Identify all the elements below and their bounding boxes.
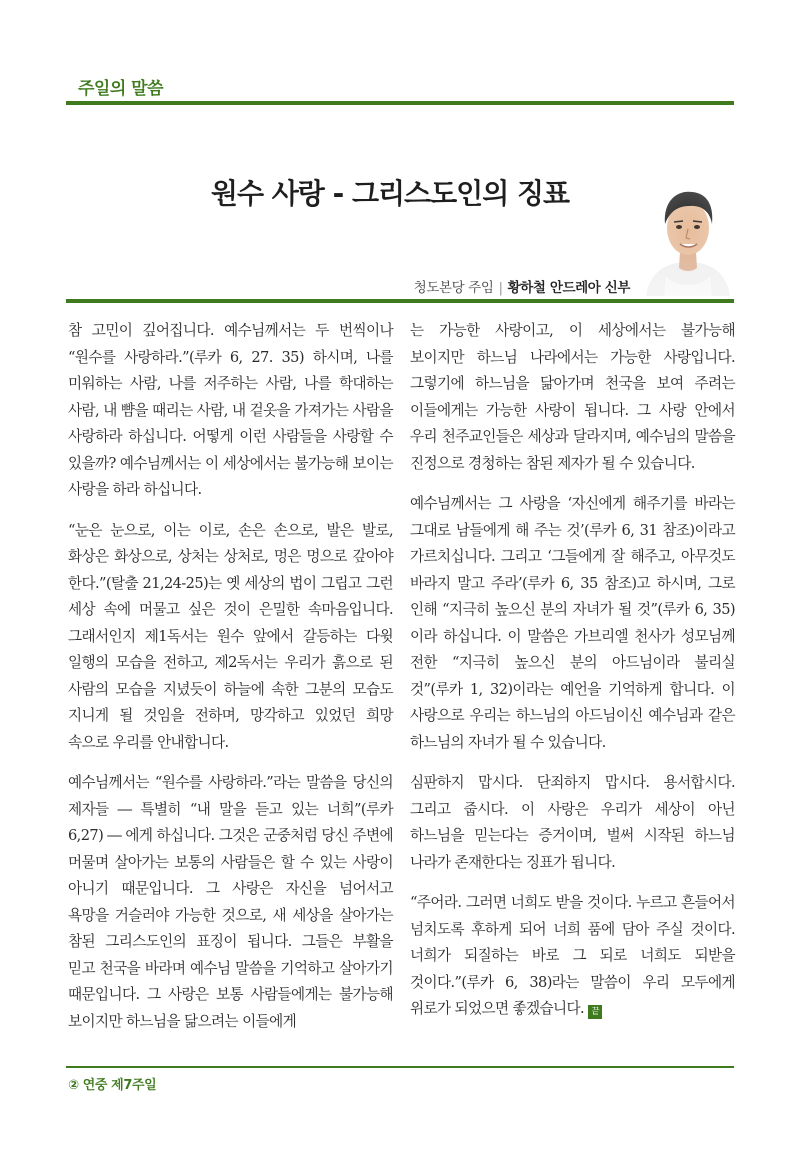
paragraph: 는 가능한 사랑이고, 이 세상에서는 불가능해 보이지만 하느님 나라에서는 가능한 사랑입니다. 그렇기에 하느님을 닮아가며 천국을 보여 주려는 이들에게는 가능한 사랑이 됩니다. 그 사랑 안에서 우리 천주교인들은 세상과 달라지며, 예수님의 말씀을 진정으로 경청하는 참된 제자가 될 수 있습니다. (410, 322, 735, 472)
article-column-left (68, 318, 393, 1049)
header-divider (66, 101, 734, 105)
paragraph: 예수님께서는 그 사랑을 ‘자신에게 해주기를 바라는 그대로 남들에게 해 주는 것’(루카 6, 31 참조)이라고 가르치십니다. 그리고 ‘그들에게 잘 해주고, 아무것도 바라지 말고 주라’(루카 6, 35 참조)고 하시며, 그로 인해 “지극히 높으신 분의 자녀가 될 것”(루카 6, 35)이라 하십니다. 이 말씀은 가브리엘 천사가 성모님께 전한 “지극히 높으신 분의 아드님이라 불리실 것”(루카 1, 32)이라는 예언을 기억하게 합니다. 이 사랑으로 우리는 하느님의 아드님이신 예수님과 같은 하느님의 자녀가 될 수 있습니다. (410, 495, 735, 751)
byline-author: 황하철 안드레아 신부 (507, 280, 630, 296)
paragraph-final-text: “주어라. 그러면 너희도 받을 것이다. 누르고 흔들어서 넘치도록 후하게 되어 너희 품에 담아 주실 것이다. 너희가 되질하는 바로 그 되로 너희도 되받을 것이다.”(루카 6, 38)라는 말씀이 우리 모두에게 위로가 되었으면 좋겠습니다. (410, 894, 735, 1017)
paragraph: 참 고민이 깊어집니다. 예수님께서는 두 번씩이나 “원수를 사랑하라.”(루카 6, 27. 35) 하시며, 나를 미워하는 사람, 나를 저주하는 사람, 나를 학대하는 사람, 내 뺨을 때리는 사람, 내 겉옷을 가져가는 사람을 사랑하라 하십니다. 어떻게 이런 사람들을 사랑할 수 있을까? 예수님께서는 이 세상에서는 불가능해 보이는 사랑을 하라 하십니다. (68, 322, 393, 498)
end-mark-icon: 끝 (588, 1005, 602, 1019)
byline-affiliation: 청도본당 주임 (413, 280, 494, 296)
article-title: 원수 사랑 - 그리스도인의 징표 (210, 177, 570, 210)
priest-portrait-icon (640, 178, 736, 296)
paragraph: 예수님께서는 “원수를 사랑하라.”라는 말씀을 당신의 제자들 ― 특별히 “내 말을 듣고 있는 너희”(루카 6,27) ― 에게 하십니다. 그것은 군중처럼 당신 주변에 머물며 살아가는 보통의 사람들은 할 수 있는 사랑이 아니기 때문입니다. 그 사랑은 자신을 넘어서고 욕망을 거슬러야 가능한 것으로, 새 세상을 살아가는 참된 그리스도인의 표징이 됩니다. 그들은 부활을 믿고 천국을 바라며 예수님 말씀을 기억하고 살아가기 때문입니다. 그 사랑은 보통 사람들에게는 불가능해 보이지만 하느님을 닮으려는 이들에게 (68, 774, 393, 1030)
title-divider (66, 299, 734, 303)
byline (414, 276, 630, 296)
paragraph-final (410, 890, 735, 1023)
byline-separator: | (498, 280, 503, 296)
page-footer: ② 연중 제7주일 (68, 1078, 157, 1093)
footer-divider (66, 1066, 734, 1068)
article-column-right (410, 318, 735, 1037)
paragraph: 심판하지 맙시다. 단죄하지 맙시다. 용서합시다. 그리고 줍시다. 이 사랑은 우리가 세상이 아닌 하느님을 믿는다는 증거이며, 벌써 시작된 하느님 나라가 존재한다는 징표가 됩니다. (410, 774, 735, 871)
paragraph: “눈은 눈으로, 이는 이로, 손은 손으로, 발은 발로, 화상은 화상으로, 상처는 상처로, 멍은 멍으로 갚아야 한다.”(탈출 21,24-25)는 옛 세상의 법이 그립고 그런 세상 속에 머물고 싶은 것이 은밀한 속마음입니다. 그래서인지 제1독서는 원수 앞에서 갈등하는 다윗 일행의 모습을 전하고, 제2독서는 우리가 흙으로 된 사람의 모습을 지녔듯이 하늘에 속한 그분의 모습도 지니게 될 것임을 전하며, 망각하고 있었던 희망 속으로 우리를 안내합니다. (68, 521, 393, 751)
section-label: 주일의 말씀 (78, 79, 164, 99)
